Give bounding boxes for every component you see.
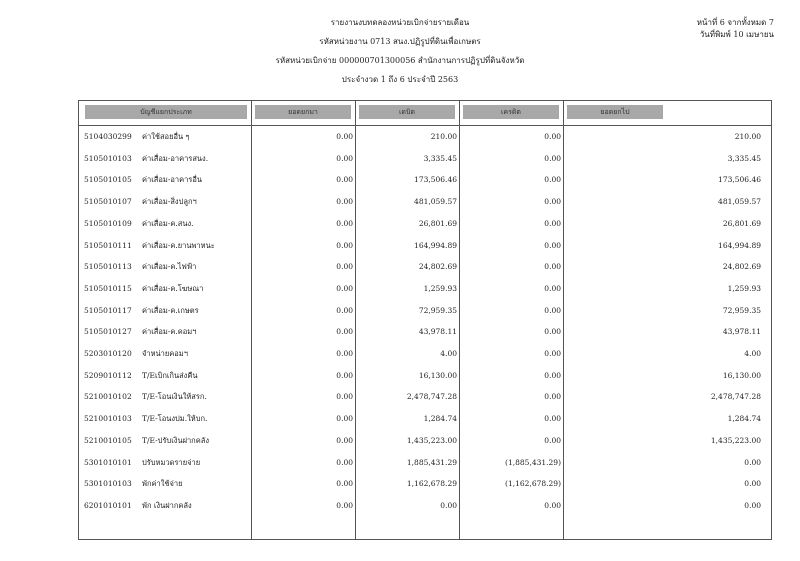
cell-debit: 4.00 [440,349,457,358]
cell-opening: 0.00 [336,392,353,402]
cell-opening: 0.00 [336,218,353,228]
cell-closing: 0.00 [744,457,761,467]
cell-code: 5105010109 [84,218,132,228]
cell-opening: 0.00 [336,132,353,141]
cell-code: 5301010103 [84,479,132,489]
cell-opening: 0.00 [336,153,353,163]
cell-closing: 1,435,223.00 [710,435,761,445]
cell-debit: 0.00 [440,500,457,510]
cell-code: 6201010101 [84,500,132,510]
cell-opening: 0.00 [336,435,353,445]
table-row [79,322,771,342]
table-row [79,453,771,473]
cell-name: T/E-ปรับเงินฝากคลัง [142,435,210,445]
cell-name: ค่าเสื่อม-ค.สนง. [142,218,194,228]
cell-opening: 0.00 [336,479,353,489]
cell-name: T/E-โอนเงินให้สรก. [142,392,207,402]
cell-name: ค่าเสื่อม-ค.ยานพาหนะ [142,240,215,250]
cell-credit: 0.00 [544,414,561,424]
cell-debit: 2,478,747.28 [406,392,457,402]
cell-credit: 0.00 [544,262,561,272]
cell-opening: 0.00 [336,327,353,337]
cell-code: 5105010111 [84,240,132,250]
cell-name: ค่าเสื่อม-ค.ไฟฟ้า [142,262,197,272]
table-row [79,149,771,169]
cell-closing: 4.00 [744,349,761,358]
table-row [79,366,771,386]
cell-credit: 0.00 [544,349,561,358]
cell-name: ค่าเสื่อม-อาคารสนง. [142,153,209,163]
cell-debit: 1,284.74 [423,414,457,424]
cell-debit: 481,059.57 [414,197,457,207]
table-row [79,431,771,451]
cell-credit: 0.00 [544,305,561,315]
cell-name: ปรับหมวดรายจ่าย [142,457,201,467]
cell-credit: 0.00 [544,175,561,185]
table-row [79,170,771,190]
cell-debit: 3,335.45 [423,153,457,163]
cell-debit: 16,130.00 [418,370,457,380]
cell-opening: 0.00 [336,414,353,424]
cell-credit: 0.00 [544,500,561,510]
table-row [79,214,771,234]
cell-opening: 0.00 [336,240,353,250]
cell-credit: 0.00 [544,392,561,402]
cell-credit: 0.00 [544,283,561,293]
cell-name: ค่าเสื่อม-ค.คอมฯ [142,327,197,337]
column-header-opening: ยอดยกมา [255,105,351,119]
cell-opening: 0.00 [336,305,353,315]
cell-code: 5210010105 [84,435,132,445]
column-header-closing: ยอดยกไป [567,105,663,119]
cell-code: 5203010120 [84,349,132,358]
cell-opening: 0.00 [336,500,353,510]
cell-name: ค่าเสื่อม-ค.เกษตร [142,305,199,315]
cell-name: ค่าเสื่อม-สิ่งปลูกฯ [142,197,197,207]
table-row [79,387,771,407]
cell-credit: 0.00 [544,218,561,228]
cell-name: ค่าเสื่อม-อาคารอื่น [142,175,202,185]
cell-credit: 0.00 [544,153,561,163]
cell-closing: 43,978.11 [722,327,761,337]
table-row [79,474,771,494]
table-row [79,127,771,147]
cell-debit: 24,802.69 [418,262,457,272]
cell-opening: 0.00 [336,197,353,207]
table-row [79,496,771,516]
cell-closing: 24,802.69 [722,262,761,272]
cell-debit: 164,994.89 [414,240,457,250]
cell-closing: 481,059.57 [718,197,761,207]
cell-credit: 0.00 [544,327,561,337]
cell-code: 5105010127 [84,327,132,337]
column-header-account: บัญชีแยกประเภท [85,105,247,119]
agency-code: รหัสหน่วยงาน 0713 สนง.ปฏิรูปที่ดินเพื่อเกษตร [319,37,481,46]
column-header-debit: เดบิต [359,105,455,119]
cell-name: พัก เงินฝากคลัง [142,500,192,510]
cell-debit: 72,959.35 [418,305,457,315]
cell-debit: 43,978.11 [418,327,457,337]
cell-closing: 1,284.74 [727,414,761,424]
cell-credit: 0.00 [544,240,561,250]
cell-closing: 2,478,747.28 [710,392,761,402]
cell-code: 5301010101 [84,457,132,467]
cell-credit: 0.00 [544,197,561,207]
cell-closing: 0.00 [744,500,761,510]
cell-code: 5104030299 [84,132,132,141]
cell-credit: 0.00 [544,370,561,380]
cell-closing: 26,801.69 [722,218,761,228]
report-title: รายงานงบทดลองหน่วยเบิกจ่ายรายเดือน [330,18,470,27]
cell-closing: 210.00 [734,132,761,141]
header-divider [79,125,771,126]
cell-closing: 72,959.35 [722,305,761,315]
cell-credit: 0.00 [544,132,561,141]
cell-opening: 0.00 [336,175,353,185]
table-row [79,279,771,299]
cell-credit: (1,162,678.29) [505,479,561,489]
cell-opening: 0.00 [336,349,353,358]
cell-code: 5210010102 [84,392,132,402]
cell-closing: 0.00 [744,479,761,489]
cell-opening: 0.00 [336,283,353,293]
cell-name: T/E-โอนงปม.ให้บก. [142,414,208,424]
cell-name: ค่าเสื่อม-ค.โฆษณา [142,283,204,293]
cell-code: 5209010112 [84,370,132,380]
cell-opening: 0.00 [336,370,353,380]
table-row [79,236,771,256]
cell-debit: 1,162,678.29 [406,479,457,489]
cell-credit: 0.00 [544,435,561,445]
cell-code: 5105010117 [84,305,132,315]
cell-name: ค่าใช้สอยอื่น ๆ [142,132,190,141]
cell-closing: 16,130.00 [722,370,761,380]
cell-code: 5105010113 [84,262,132,272]
column-header-credit: เครดิต [463,105,559,119]
print-date: วันที่พิมพ์ 10 เมษายน [699,30,774,39]
cell-debit: 26,801.69 [418,218,457,228]
disbursement-unit: รหัสหน่วยเบิกจ่าย 000000701300056 สำนักงานการปฏิรูปที่ดินจังหวัด [275,56,525,65]
trial-balance-table [78,100,772,540]
cell-debit: 173,506.46 [414,175,457,185]
cell-debit: 210.00 [430,132,457,141]
cell-name: จำหน่ายคอมฯ [142,349,188,358]
cell-closing: 164,994.89 [718,240,761,250]
cell-code: 5210010103 [84,414,132,424]
page-number: หน้าที่ 6 จากทั้งหมด 7 [696,18,774,27]
cell-closing: 3,335.45 [727,153,761,163]
cell-debit: 1,885,431.29 [406,457,457,467]
cell-code: 5105010105 [84,175,132,185]
table-row [79,409,771,429]
cell-opening: 0.00 [336,262,353,272]
table-row [79,344,771,364]
table-row [79,301,771,321]
cell-debit: 1,435,223.00 [406,435,457,445]
cell-code: 5105010115 [84,283,132,293]
cell-name: T/Eเบิกเกินส่งคืน [142,370,198,380]
cell-credit: (1,885,431.29) [505,457,561,467]
cell-opening: 0.00 [336,457,353,467]
cell-name: พักค่าใช้จ่าย [142,479,183,489]
table-row [79,257,771,277]
report-period: ประจำงวด 1 ถึง 6 ประจำปี 2563 [341,75,459,84]
cell-debit: 1,259.93 [423,283,457,293]
cell-closing: 173,506.46 [718,175,761,185]
table-row [79,192,771,212]
cell-code: 5105010103 [84,153,132,163]
cell-code: 5105010107 [84,197,132,207]
cell-closing: 1,259.93 [727,283,761,293]
